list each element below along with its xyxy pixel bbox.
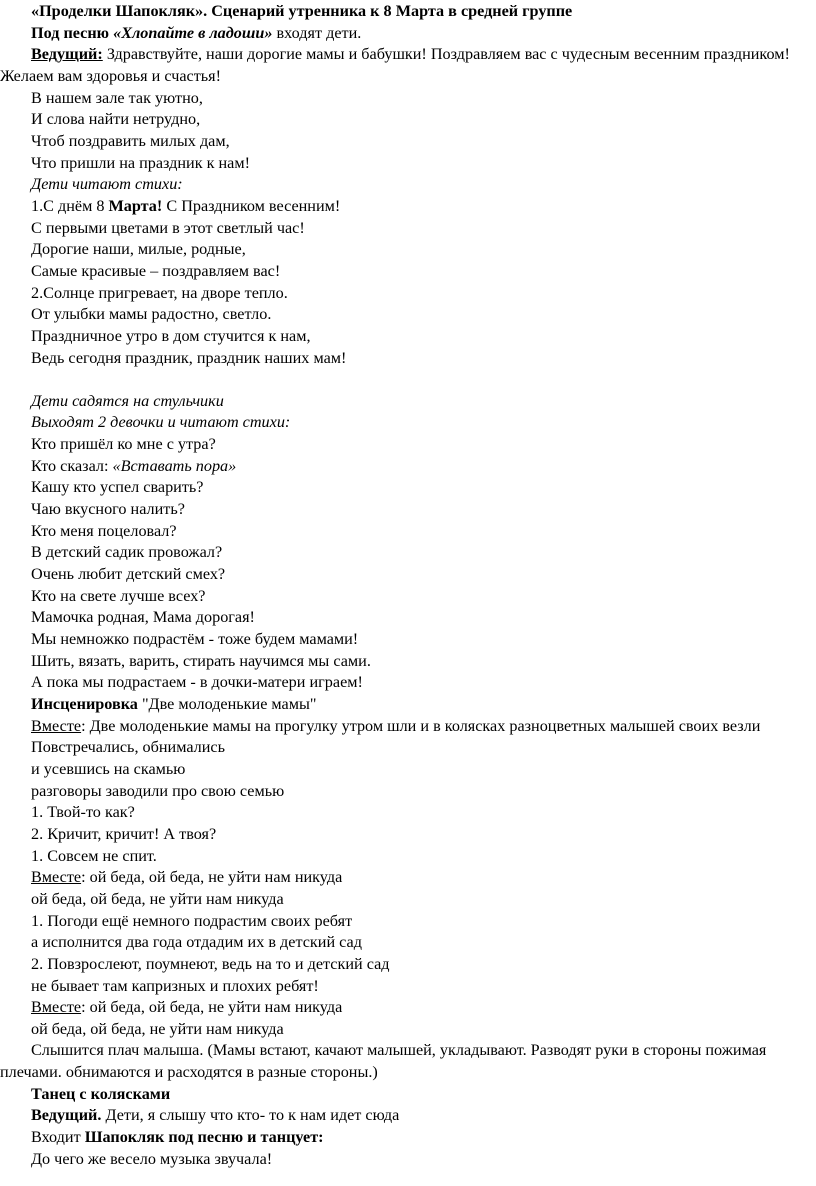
text-line: Кто на свете лучше всех? — [31, 586, 206, 605]
text-line: 1. Твой-то как? — [31, 803, 135, 822]
text-line: И слова найти нетрудно, — [31, 110, 201, 129]
text-line: Ведь сегодня праздник, праздник наших мам! — [31, 348, 347, 367]
document-title: «Проделки Шапокляк». Сценарий утренника к 8 Марта в средней группе — [31, 2, 573, 20]
text-line: Праздничное утро в дом стучится к нам, — [31, 326, 311, 345]
text-line: 1. Совсем не спит. — [31, 846, 157, 865]
text-line: До чего же весело музыка звучала! — [31, 1149, 273, 1168]
text-line: От улыбки мамы радостно, светло. — [31, 305, 272, 324]
host-speech: Ведущий: Здравствуйте, наши дорогие мамы и бабушки! Поздравляем вас с чудесным весенним праздником! Желаем вам здоровья и счастья! — [0, 45, 790, 85]
text-line: Самые красивые – поздравляем вас! — [31, 261, 281, 280]
text-line: 2. Кричит, кричит! А твоя? — [31, 824, 217, 843]
text-line: 1. Погоди ещё немного подрастим своих ребят — [31, 911, 353, 930]
text-line: 2.Солнце пригревает, на дворе тепло. — [31, 283, 288, 302]
text-line: Чаю вкусного налить? — [31, 500, 185, 519]
text-line: В нашем зале так уютно, — [31, 88, 203, 107]
blank-line — [0, 369, 816, 391]
text-line: не бывает там капризных и плохих ребят! — [31, 976, 319, 995]
section-heading: Инсценировка "Две молоденькие мамы" — [31, 694, 317, 713]
text-line: Мы немножко подрастём - тоже будем мамами! — [31, 630, 359, 649]
text-line: Чтоб поздравить милых дам, — [31, 131, 230, 150]
text-line: 2. Повзрослеют, поумнеют, ведь на то и детский сад — [31, 954, 390, 973]
stage-direction: Выходят 2 девочки и читают стихи: — [31, 413, 291, 432]
text-line: Что пришли на праздник к нам! — [31, 153, 250, 172]
section-heading: Танец с колясками — [31, 1084, 171, 1103]
text-line: Дорогие наши, милые, родные, — [31, 240, 246, 259]
text-line: Вместе: Две молоденькие мамы на прогулку утром шли и в колясках разноцветных малышей своих везли — [31, 716, 761, 735]
text-line: ой беда, ой беда, не уйти нам никуда — [31, 889, 284, 908]
stage-direction: Дети читают стихи: — [31, 175, 183, 194]
text-line: 1.С днём 8 Марта! С Праздником весенним! — [31, 196, 341, 215]
text-line: Шить, вязать, варить, стирать научимся мы сами. — [31, 651, 371, 670]
text-line: разговоры заводили про свою семью — [31, 781, 285, 800]
text-line: Кто меня поцеловал? — [31, 521, 177, 540]
stage-direction: Дети садятся на стульчики — [31, 391, 224, 410]
text-line: Повстречались, обнимались — [31, 738, 225, 757]
stage-direction: Под песню «Хлопайте в ладоши» входят дети. — [31, 23, 362, 42]
text-line: Кто сказал: «Вставать пора» — [31, 456, 237, 475]
text-line: Мамочка родная, Мама дорогая! — [31, 608, 255, 627]
text-line: Вместе: ой беда, ой беда, не уйти нам никуда — [31, 868, 343, 887]
text-line: Вместе: ой беда, ой беда, не уйти нам никуда — [31, 998, 343, 1017]
text-line: Кашу кто успел сварить? — [31, 478, 204, 497]
stage-direction: Входит Шапокляк под песню и танцует: — [31, 1128, 324, 1147]
text-line: В детский садик провожал? — [31, 543, 223, 562]
text-line: Слышится плач малыша. (Мамы встают, качают малышей, укладывают. Разводят руки в стороны пожимая плечами. обнимаются и расходятся в разные стороны.) — [0, 1041, 767, 1082]
text-line: С первыми цветами в этот светлый час! — [31, 218, 305, 237]
text-line: а исполнится два года отдадим их в детский сад — [31, 933, 362, 952]
text-line: Очень любит детский смех? — [31, 565, 226, 584]
text-line: ой беда, ой беда, не уйти нам никуда — [31, 1019, 284, 1038]
text-line: А пока мы подрастаем - в дочки-матери играем! — [31, 673, 363, 692]
text-line: и усевшись на скамью — [31, 759, 186, 778]
text-line: Кто пришёл ко мне с утра? — [31, 435, 216, 454]
host-speech: Ведущий. Дети, я слышу что кто- то к нам идет сюда — [31, 1106, 400, 1125]
